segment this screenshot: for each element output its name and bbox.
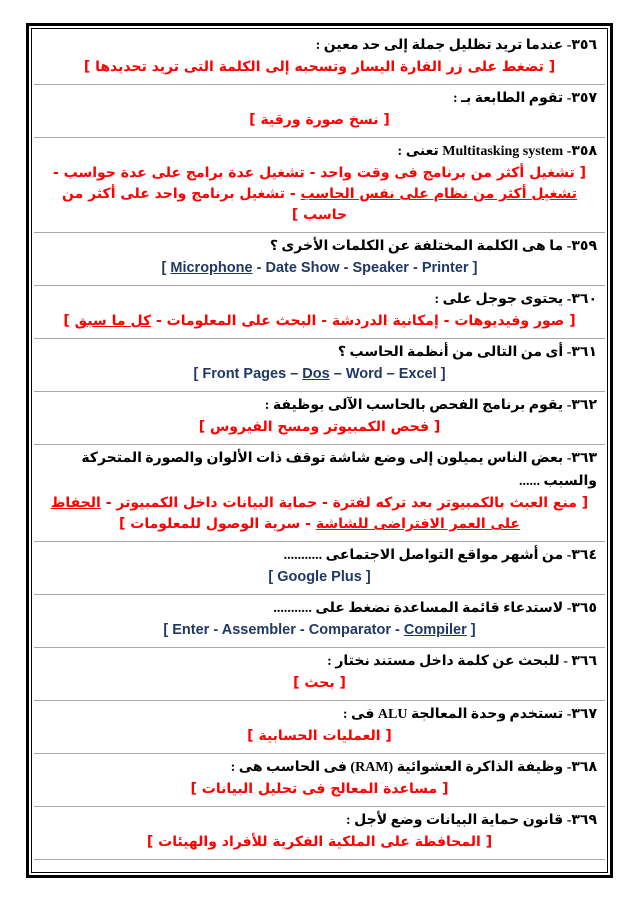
answer-option: نسخ صورة ورقية: [260, 112, 379, 128]
question-line: [42, 87, 597, 110]
question-line: [42, 288, 597, 311]
answer-line: [42, 258, 597, 279]
bracket-open: [: [581, 495, 589, 511]
bracket-close: ]: [83, 59, 91, 75]
question-number: ٣٦٣-: [566, 451, 597, 466]
option-separator: -: [213, 622, 219, 638]
question-item-361: [34, 339, 605, 392]
answer-option: Printer: [421, 260, 469, 276]
question-text: للبحث عن كلمة داخل مستند نختار :: [327, 654, 560, 669]
question-number: ٣٥٧-: [566, 91, 597, 106]
question-text: عندما تريد تظليل جملة إلى حد معين :: [315, 38, 564, 53]
bracket-close: ]: [365, 569, 371, 585]
bracket-open: [: [442, 781, 449, 797]
question-text: تستخدم وحدة المعالجة ALU فى :: [342, 707, 564, 722]
question-text: لاستدعاء قائمة المساعدة نضغط على ...........: [273, 601, 564, 616]
answer-line: [42, 493, 597, 535]
bracket-open: [: [383, 112, 390, 128]
answer-option: Date Show: [265, 260, 340, 276]
question-text: Multitasking system تعنى :: [397, 144, 564, 159]
option-separator: -: [322, 495, 328, 511]
question-text: بعض الناس يميلون إلى وضع شاشة توقف ذات الألوان والصورة المتحركة والسبب ......: [81, 451, 597, 489]
question-text: يحتوى جوجل على :: [434, 292, 564, 307]
answer-option: Enter: [172, 622, 210, 638]
bracket-close: ]: [249, 112, 256, 128]
option-separator: -: [289, 186, 296, 202]
answer-option-underlined: كل ما سبق: [74, 313, 152, 329]
answer-option: فحص الكمبيوتر ومسح الفيروس: [209, 419, 430, 435]
option-separator: –: [290, 366, 299, 382]
answer-line: [42, 163, 597, 226]
question-line: [42, 756, 597, 779]
question-line: [42, 544, 597, 567]
question-line: [42, 341, 597, 364]
option-separator: -: [299, 622, 305, 638]
option-separator: -: [105, 495, 112, 511]
question-number: ٣٦٠-: [566, 292, 597, 307]
answer-option-underlined: Microphone: [170, 260, 253, 276]
option-separator: -: [309, 165, 316, 181]
question-item-367: [34, 701, 605, 754]
bracket-close: ]: [472, 260, 478, 276]
question-number: ٣٥٦-: [566, 38, 597, 53]
answer-line: [42, 110, 597, 131]
answer-line: [42, 620, 597, 641]
question-line: [42, 703, 597, 726]
option-separator: -: [52, 165, 59, 181]
answer-option: Word: [345, 366, 383, 382]
question-item-363: [34, 445, 605, 542]
question-list: [34, 32, 605, 860]
answer-option-underlined: Dos: [302, 366, 330, 382]
answer-option: البحث على المعلومات: [166, 313, 317, 329]
question-number: ٣٦٦ -: [563, 654, 597, 669]
question-number: ٣٦٩-: [566, 813, 597, 828]
answer-option: المحافظة على الملكية الفكرية للأفراد والهيئات: [158, 834, 481, 850]
question-line: [42, 394, 597, 417]
answer-option: حماية البيانات داخل الكمبيوتر: [116, 495, 318, 511]
question-number: ٣٥٩-: [566, 239, 597, 254]
answer-option-underlined: Compiler: [403, 622, 467, 638]
question-item-356: [34, 32, 605, 85]
answer-option: Excel: [398, 366, 437, 382]
bracket-open: [: [161, 260, 167, 276]
answer-option: صور وفيديوهات: [454, 313, 565, 329]
question-number: ٣٦٥-: [566, 601, 597, 616]
question-item-368: [34, 754, 605, 807]
answer-option: Speaker: [352, 260, 409, 276]
answer-option: مساعدة المعالج فى تحليل البيانات: [201, 781, 438, 797]
question-text: يقوم برنامج الفحص بالحاسب الآلى بوظيفة :: [264, 398, 564, 413]
answer-option: Front Pages: [202, 366, 287, 382]
question-text: وظيفة الذاكرة العشوائية (RAM) فى الحاسب هى :: [230, 760, 564, 775]
answer-option: تشغيل برنامج واحد على أكثر من حاسب: [61, 186, 348, 223]
bracket-open: [: [193, 366, 199, 382]
question-item-359: [34, 233, 605, 286]
bracket-close: ]: [247, 728, 254, 744]
bracket-open: [: [579, 165, 586, 181]
question-number: ٣٦٢-: [566, 398, 597, 413]
option-separator: -: [305, 516, 311, 532]
option-separator: -: [443, 313, 450, 329]
question-line: [42, 140, 597, 163]
question-text: من أشهر مواقع التواصل الاجتماعى ...........: [283, 548, 564, 563]
answer-option: بحث: [304, 675, 335, 691]
option-separator: -: [321, 313, 328, 329]
question-item-358: [34, 138, 605, 233]
bracket-open: [: [268, 569, 274, 585]
answer-option: تشغيل عدة برامج على عدة حواسب: [63, 165, 305, 181]
answer-option: تضغط على زر الفارة اليسار وتسحبه إلى الكلمة التى تريد تحديدها: [95, 59, 544, 75]
question-line: [42, 650, 597, 673]
answer-line: [42, 57, 597, 78]
question-line: [42, 34, 597, 57]
bracket-open: [: [548, 59, 556, 75]
bracket-close: ]: [198, 419, 206, 435]
bracket-open: [: [433, 419, 441, 435]
bracket-open: [: [163, 622, 169, 638]
answer-option: إمكانية الدردشة: [331, 313, 439, 329]
answer-option: منع العبث بالكمبيوتر بعد تركه لفترة: [332, 495, 577, 511]
question-item-362: [34, 392, 605, 445]
bracket-open: [: [569, 313, 576, 329]
answer-option: العمليات الحسابية: [258, 728, 381, 744]
option-separator: -: [256, 260, 262, 276]
question-line: [42, 597, 597, 620]
question-number: ٣٦٤-: [566, 548, 597, 563]
option-separator: -: [343, 260, 349, 276]
bracket-close: ]: [118, 516, 126, 532]
answer-line: [42, 832, 597, 853]
answer-option: Comparator: [308, 622, 391, 638]
bracket-close: ]: [63, 313, 70, 329]
answer-line: [42, 417, 597, 438]
bracket-open: [: [485, 834, 493, 850]
option-separator: -: [155, 313, 162, 329]
answer-line: [42, 673, 597, 694]
question-number: ٣٥٨-: [566, 144, 597, 159]
question-number: ٣٦٨-: [566, 760, 597, 775]
question-line: [42, 235, 597, 258]
question-item-369: [34, 807, 605, 860]
answer-option: Google Plus: [277, 569, 362, 585]
option-separator: –: [386, 366, 395, 382]
question-line: [42, 809, 597, 832]
answer-option: Assembler: [221, 622, 296, 638]
bracket-close: ]: [146, 834, 154, 850]
answer-line: [42, 567, 597, 588]
answer-line: [42, 726, 597, 747]
question-item-357: [34, 85, 605, 138]
answer-option-underlined: الحفاظ على العمر الافتراضى للشاشة: [50, 495, 520, 532]
answer-line: [42, 311, 597, 332]
question-text: أى من التالى من أنظمة الحاسب ؟: [337, 345, 564, 360]
answer-line: [42, 364, 597, 385]
question-item-360: [34, 286, 605, 339]
question-text: قانون حماية البيانات وضع لأجل :: [346, 813, 564, 828]
question-item-366: [34, 648, 605, 701]
option-separator: –: [333, 366, 342, 382]
answer-line: [42, 779, 597, 800]
question-text: تقوم الطابعة بـ :: [453, 91, 564, 106]
bracket-close: ]: [190, 781, 197, 797]
answer-option-underlined: تشغيل أكثر من نظام على نفس الحاسب: [300, 186, 577, 202]
option-separator: -: [412, 260, 418, 276]
bracket-open: [: [339, 675, 346, 691]
option-separator: -: [395, 622, 400, 638]
page-frame: [26, 23, 613, 878]
bracket-close: ]: [470, 622, 476, 638]
question-line: [42, 447, 597, 493]
question-number: ٣٦١-: [566, 345, 597, 360]
answer-option: سرية الوصول للمعلومات: [130, 516, 301, 532]
question-item-365: [34, 595, 605, 648]
question-number: ٣٦٧-: [566, 707, 597, 722]
answer-option: تشغيل أكثر من برنامج فى وقت واحد: [320, 165, 575, 181]
question-item-364: [34, 542, 605, 595]
bracket-open: [: [385, 728, 392, 744]
bracket-close: ]: [440, 366, 446, 382]
bracket-close: ]: [291, 207, 299, 223]
bracket-close: ]: [293, 675, 300, 691]
question-text: ما هى الكلمة المختلفة عن الكلمات الأخرى ؟: [269, 239, 564, 254]
